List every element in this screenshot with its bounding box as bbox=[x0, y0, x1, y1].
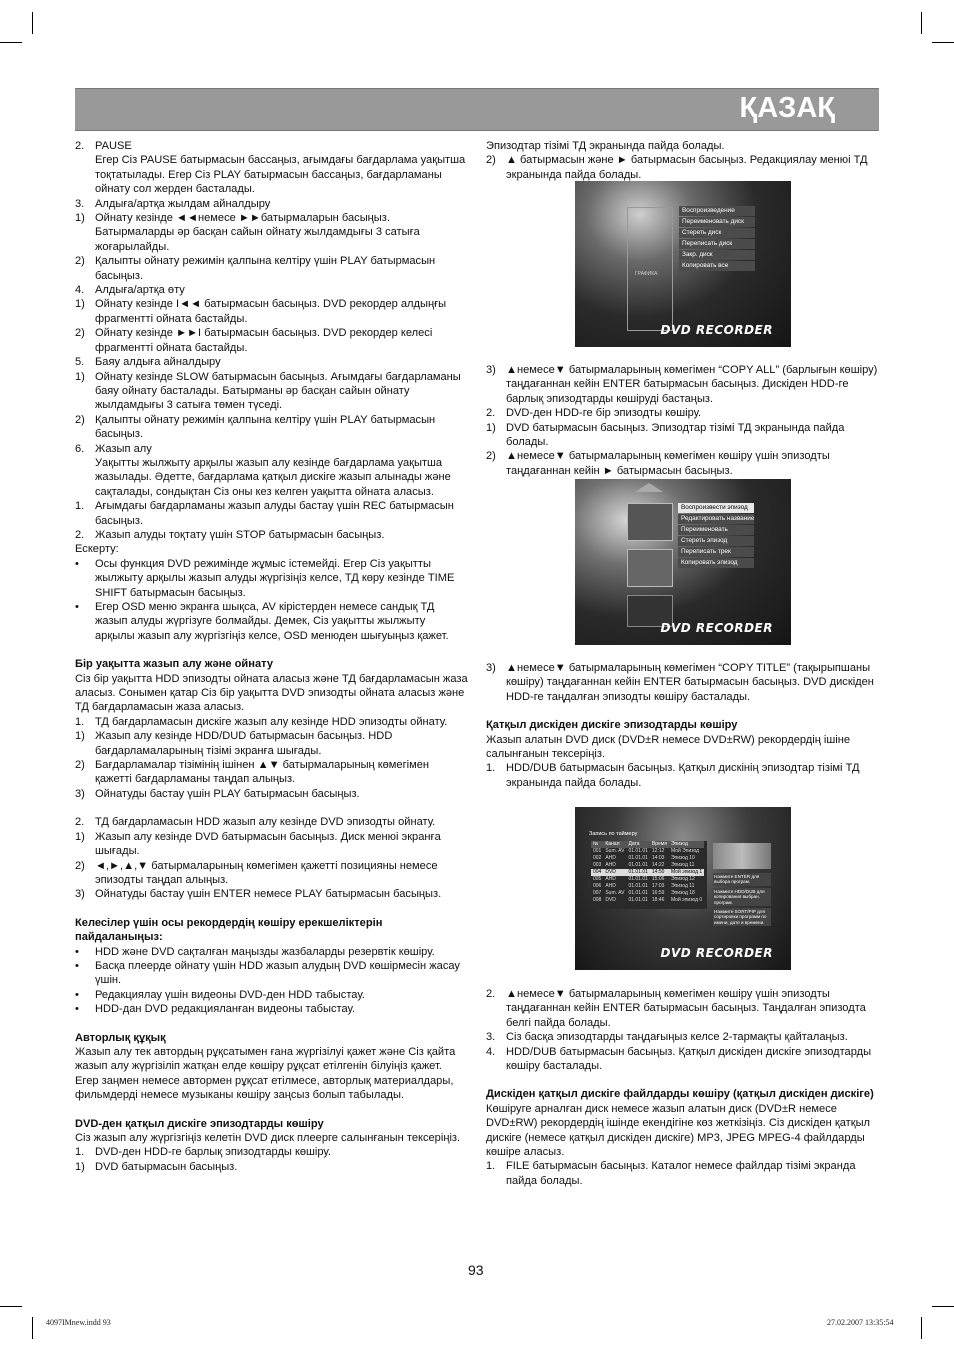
paragraph: Сіз бір уақытта HDD эпизодты ойната аласыз және ТД бағдарламасын жаза аласыз. Сонымен қатар Сіз бір уақытта DVD эпизодты ойната аласыз және ТД бағдарламасын жаза аласыз. bbox=[75, 672, 468, 714]
column-header: Время bbox=[651, 841, 667, 847]
table-row[interactable]: 005 AHD 01.01.01 15:06 Эпизод 12 bbox=[593, 876, 695, 882]
section-heading: Авторлық құқық bbox=[75, 1031, 166, 1044]
list-item: 3) Ойнатуды бастау үшін ENTER немесе PLAY батырмасын басыңыз. bbox=[75, 888, 442, 901]
menu-item[interactable]: Переписать диск bbox=[679, 239, 755, 249]
list-item: 2) ▲ батырмасын және ► батырмасын басыңыз. Редакциялау менюі ТД экранында пайда болады. bbox=[486, 154, 868, 181]
table-row[interactable]: 003 AHD 01.01.01 14:22 Эпизод 11 bbox=[593, 862, 695, 868]
list-item: 3. Алдыға/артқа жылдам айналдыру bbox=[75, 197, 271, 210]
hint-text: Нажмите SORT/PIP для сортировки программ по имени, дате и времени. bbox=[713, 908, 771, 926]
column-header: № bbox=[591, 841, 603, 848]
list-item: 1. ТД бағдарламасын дискіге жазып алу кезінде HDD эпизодты ойнату. bbox=[75, 715, 448, 728]
section-heading: Дискіден қатқыл дискіге файлдарды көшіру (қатқыл дискіден дискіге) bbox=[486, 1088, 874, 1101]
language-title: ҚАЗАҚ bbox=[739, 92, 835, 124]
list-item: 1. FILE батырмасын басыңыз. Каталог немесе файлдар тізімі экранда пайда болады. bbox=[486, 1160, 856, 1187]
title-table bbox=[591, 841, 704, 904]
list-item: 3. Сіз басқа эпизодтарды таңдағыңыз келсе 2-тармақты қайталаңыз. bbox=[486, 1031, 848, 1044]
menu-item[interactable]: Закр. диск bbox=[679, 250, 755, 260]
page-number: 93 bbox=[468, 1262, 484, 1278]
crop-mark bbox=[921, 1317, 922, 1339]
bullet-item: • Осы функция DVD режимінде жұмыс істемейді. Егер Сіз уақытты жылжыту арқылы жазып алуды жүргізіңіз келсе, ТД көру кезінде TIME SHIFT батырмасын басыңыз. bbox=[75, 557, 455, 599]
section-heading: DVD-ден қатқыл дискіге эпизодтарды көшіру bbox=[75, 1117, 324, 1130]
menu-item[interactable]: Воспроизвести эпизод bbox=[678, 503, 754, 513]
dvd-recorder-logo: DVD RECORDER bbox=[660, 323, 773, 337]
list-item: 2) Бағдарламалар тізімінің ішінен ▲▼ батырмаларының көмегімен қажетті бағдарламаны таңдап алыңыз. bbox=[75, 759, 430, 786]
hint-box bbox=[713, 873, 771, 926]
list-item: 6. Жазып алу bbox=[75, 442, 152, 455]
note-title: Ескерту: bbox=[75, 543, 119, 556]
column-header: Эпизод bbox=[669, 841, 704, 848]
menu-item[interactable]: Стереть диск bbox=[679, 228, 755, 238]
paragraph: Эпизодтар тізімі ТД экранында пайда болады. bbox=[486, 140, 725, 152]
list-item: 3) Ойнатуды бастау үшін PLAY батырмасын басыңыз. bbox=[75, 787, 360, 800]
list-item: 2. ТД бағдарламасын HDD жазып алу кезінде DVD эпизодты ойнату. bbox=[75, 816, 436, 829]
menu-item[interactable]: Воспроизведение bbox=[679, 206, 755, 216]
list-item: 1) Ойнату кезінде ◄◄немесе ►►батырмаларын басыңыз. Батырмаларды әр басқан сайын ойнату жылдамдығы 3 сатыға жоғарылайды. bbox=[75, 212, 420, 253]
bullet-item: • Басқа плеерде ойнату үшін HDD жазып алудың DVD көшірмесін жасау үшін. bbox=[75, 959, 460, 987]
menu-item[interactable]: Стереть эпизод bbox=[678, 536, 754, 546]
dvd-recorder-logo: DVD RECORDER bbox=[660, 621, 773, 635]
thumbnail bbox=[627, 503, 673, 541]
left-column bbox=[75, 139, 468, 1174]
graphics-tag: ГРАФИКА bbox=[635, 271, 658, 277]
section-heading: Бір уақытта жазып алу және ойнату bbox=[75, 658, 273, 671]
paragraph: Жазып алатын DVD диск (DVD±R немесе DVD±RW) рекордердің ішіне салынғанын тексеріңіз. bbox=[486, 733, 851, 761]
list-item: 5. Баяу алдыға айналдыру bbox=[75, 356, 221, 369]
table-row[interactable]: 008 DVD 01.01.01 18:46 Мой эпизод 0 bbox=[593, 897, 703, 903]
list-item: 1. Ағымдағы бағдарламаны жазып алуды бастау үшін REC батырмасын басыңыз. bbox=[75, 500, 454, 527]
footer-date: 27.02.2007 13:35:54 bbox=[827, 1318, 894, 1327]
section-heading: Қатқыл дискіден дискіге эпизодтарды көшіру bbox=[486, 719, 738, 732]
list-item: 3) ▲немесе▼ батырмаларының көмегімен “COPY ALL” (барлығын көшіру) таңдағаннан кейін ENTER батырмасын басыңыз. Дискіден HDD-ге барлық эпизодтарды көшіруді бастаңыз. bbox=[486, 364, 878, 405]
list-item: 1. DVD-ден HDD-ге барлық эпизодтарды көшіру. bbox=[75, 1146, 331, 1159]
menu-item[interactable]: Копировать эпизод bbox=[678, 558, 754, 568]
crop-mark bbox=[32, 12, 33, 34]
paragraph: Жазып алу тек автордың рұқсатымен ғана жүргізілуі қажет және Сіз қайта жазып алу жүргізіліп жатқан елде көшіру рұқсат етілгенін білуіңіз қажет. Егер заңмен немесе автормен рұқсат етілмесе, авторлық материалдары, фильмдерді немесе музыканы көшіру заңсыз болып табылады. bbox=[75, 1045, 456, 1102]
list-item: 1) Ойнату кезінде SLOW батырмасын басыңыз. Ағымдағы бағдарламаны баяу ойнату басталады. Батырманы әр басқан сайын ойнату жылдамдығы 3 сатыға төмен түседі. bbox=[75, 370, 461, 412]
list-item: 2. DVD-ден HDD-ге бір эпизодты көшіру. bbox=[486, 407, 702, 420]
list-item: 2) Қалыпты ойнату режимін қалпына келтіру үшін PLAY батырмасын басыңыз. bbox=[75, 255, 436, 282]
crop-mark bbox=[32, 1317, 33, 1339]
list-item: 2) Ойнату кезінде ►►I батырмасын басыңыз. DVD рекордер келесі фрагментті ойната бастайды. bbox=[75, 327, 433, 354]
hint-text: Нажмите ENTER для выбора програм. bbox=[713, 873, 771, 886]
crop-mark bbox=[0, 1306, 22, 1307]
screenshot-title-list bbox=[575, 807, 791, 970]
menu-item[interactable]: Переименовать диск bbox=[679, 217, 755, 227]
list-item: 2. ▲немесе▼ батырмаларының көмегімен көшіру үшін эпизодты таңдағаннан кейін ENTER батырмасын басыңыз. Таңдалған эпизодта белгі пайда болады. bbox=[486, 988, 866, 1029]
table-row[interactable]: 001 Sum. AV 01.01.01 12:12 Мой Эпизод bbox=[593, 848, 700, 854]
crop-mark bbox=[932, 42, 954, 43]
bullet-item: • Редакциялау үшін видеоны DVD-ден HDD табыстау. bbox=[75, 988, 365, 1001]
table-row-selected[interactable]: 004 DVD 01.01.01 14:50 Мой эпизод 1 bbox=[593, 869, 703, 875]
table-row[interactable]: 006 AHD 01.01.01 17:03 Эпизод 11 bbox=[593, 883, 695, 889]
paragraph: Егер Сіз PAUSE батырмасын бассаңыз, ағымдағы бағдарлама уақытша тоқтатылады. Егер Сіз PLAY батырмасын бассаңыз, бағдарламаны ойнату сол жерден басталады. bbox=[95, 154, 466, 196]
list-item: 1) Жазып алу кезінде HDD/DUD батырмасын басыңыз. HDD бағдарламаларының тізімі экранға шығады. bbox=[75, 730, 393, 757]
right-column-part3 bbox=[486, 661, 880, 790]
list-item: 2) ◄,►,▲,▼ батырмаларының көмегімен қажетті позицияны немесе эпизодты таңдап алыңыз. bbox=[75, 859, 438, 886]
footer-file: 4097IMnew.indd 93 bbox=[46, 1318, 111, 1327]
table-row[interactable]: 002 AHD 01.01.01 14:03 Эпизод 10 bbox=[593, 855, 695, 861]
menu-item[interactable]: Переписать трек bbox=[678, 547, 754, 557]
list-item: 1) DVD батырмасын басыңыз. bbox=[75, 1160, 238, 1173]
column-header: Дата bbox=[626, 841, 649, 848]
paragraph: Уақытты жылжыту арқылы жазып алу кезінде бағдарлама уақытша жазылады. Әдетте, бағдарлама қатқыл дискіге жазып алынады және сақталады, сондықтан Сіз оны кез келген уақытта ойната аласыз. bbox=[95, 456, 451, 498]
column-header: Канал bbox=[603, 841, 626, 848]
list-item: 2) ▲немесе▼ батырмаларының көмегімен көшіру үшін эпизодты таңдағаннан кейін ► батырмасын басыңыз. bbox=[486, 450, 830, 477]
screenshot-disc-menu bbox=[575, 181, 791, 347]
crop-mark bbox=[921, 12, 922, 34]
bullet-item: • HDD-дан DVD редакцияланған видеоны табыстау. bbox=[75, 1003, 356, 1016]
table-row[interactable]: 007 Sum. AV 01.01.01 16:59 Эпизод 18 bbox=[593, 890, 695, 896]
right-column bbox=[486, 139, 880, 182]
title-table-panel bbox=[591, 841, 707, 909]
list-item: 1) Жазып алу кезінде DVD батырмасын басыңыз. Диск менюі экранға шығады. bbox=[75, 830, 441, 858]
menu-item[interactable]: Копировать все bbox=[679, 261, 755, 271]
section-heading: Келесілер үшін осы рекордердің көшіру ерекшеліктерін пайдаланыңыз: bbox=[75, 916, 383, 944]
frame-outline bbox=[627, 207, 673, 331]
timer-record-title: Запись по таймеру bbox=[589, 831, 638, 837]
menu-item[interactable]: Редактировать название bbox=[678, 514, 754, 524]
list-item: 4. Алдыға/артқа өту bbox=[75, 284, 185, 297]
paragraph: Сіз жазып алу жүргізгіңіз келетін DVD диск плеерге салынғанын тексеріңіз. bbox=[75, 1132, 461, 1144]
bullet-item: • HDD және DVD сақталған маңызды жазбаларды резервтік көшіру. bbox=[75, 945, 435, 958]
list-item: 1) Ойнату кезінде I◄◄ батырмасын басыңыз. DVD рекордер алдыңғы фрагментті ойната бастайды. bbox=[75, 298, 447, 325]
dvd-recorder-logo: DVD RECORDER bbox=[660, 946, 773, 960]
up-arrow-icon bbox=[635, 483, 663, 492]
list-item: 3) ▲немесе▼ батырмаларының көмегімен “COPY TITLE” (тақырыпшаны көшіру) таңдағаннан кейін ENTER батырмасын басыңыз. DVD дискіден HDD-ге таңдалған эпизодты көшіру басталады. bbox=[486, 662, 874, 703]
menu-item[interactable]: Переименовать bbox=[678, 525, 754, 535]
paragraph: Көшіруге арналған диск немесе жазып алатын диск (DVD±R немесе DVD±RW) рекордердің ішінде екендігіне көз жеткізіңіз. Сіз дискіден қатқыл дискіге (немесе қатқыл дискіден дискіге) MP3, JPEG MPEG-4 файлдарды көшіре аласыз. bbox=[486, 1102, 871, 1159]
hint-text: Нажмите HDD/DUB для копирования выбран. програм. bbox=[713, 888, 771, 906]
title-edit-menu bbox=[678, 503, 754, 569]
right-column-part4 bbox=[486, 987, 880, 1188]
crop-mark bbox=[932, 1306, 954, 1307]
thumbnail bbox=[627, 549, 673, 587]
list-item: 2. Жазып алуды тоқтату үшін STOP батырмасын басыңыз. bbox=[75, 528, 385, 541]
crop-mark bbox=[0, 42, 22, 43]
list-item: 1. HDD/DUB батырмасын басыңыз. Қатқыл дискінің эпизодтар тізімі ТД экранында пайда болады. bbox=[486, 762, 860, 789]
page-header bbox=[75, 88, 879, 131]
screenshot-title-menu bbox=[575, 479, 791, 645]
list-item: 2. PAUSE bbox=[75, 140, 132, 152]
preview-window bbox=[713, 843, 771, 869]
disc-edit-menu bbox=[679, 206, 755, 272]
table-header-row bbox=[591, 841, 704, 848]
right-column-part2 bbox=[486, 363, 880, 478]
list-item: 4. HDD/DUB батырмасын басыңыз. Қатқыл дискіден дискіге эпизодтарды көшіру басталады. bbox=[486, 1045, 872, 1073]
bullet-item: • Егер OSD меню экранға шықса, AV кірістерден немесе сандық ТД жазып алуды жүргізуге болмайды. Демек, Сіз уақытты жылжыту арқылы жазып алу жүргізгіңіз келсе, OSD менюден шығуыңыз қажет. bbox=[75, 601, 449, 642]
list-item: 2) Қалыпты ойнату режимін қалпына келтіру үшін PLAY батырмасын басыңыз. bbox=[75, 413, 436, 441]
list-item: 1) DVD батырмасын басыңыз. Эпизодтар тізімі ТД экранында пайда болады. bbox=[486, 421, 845, 449]
